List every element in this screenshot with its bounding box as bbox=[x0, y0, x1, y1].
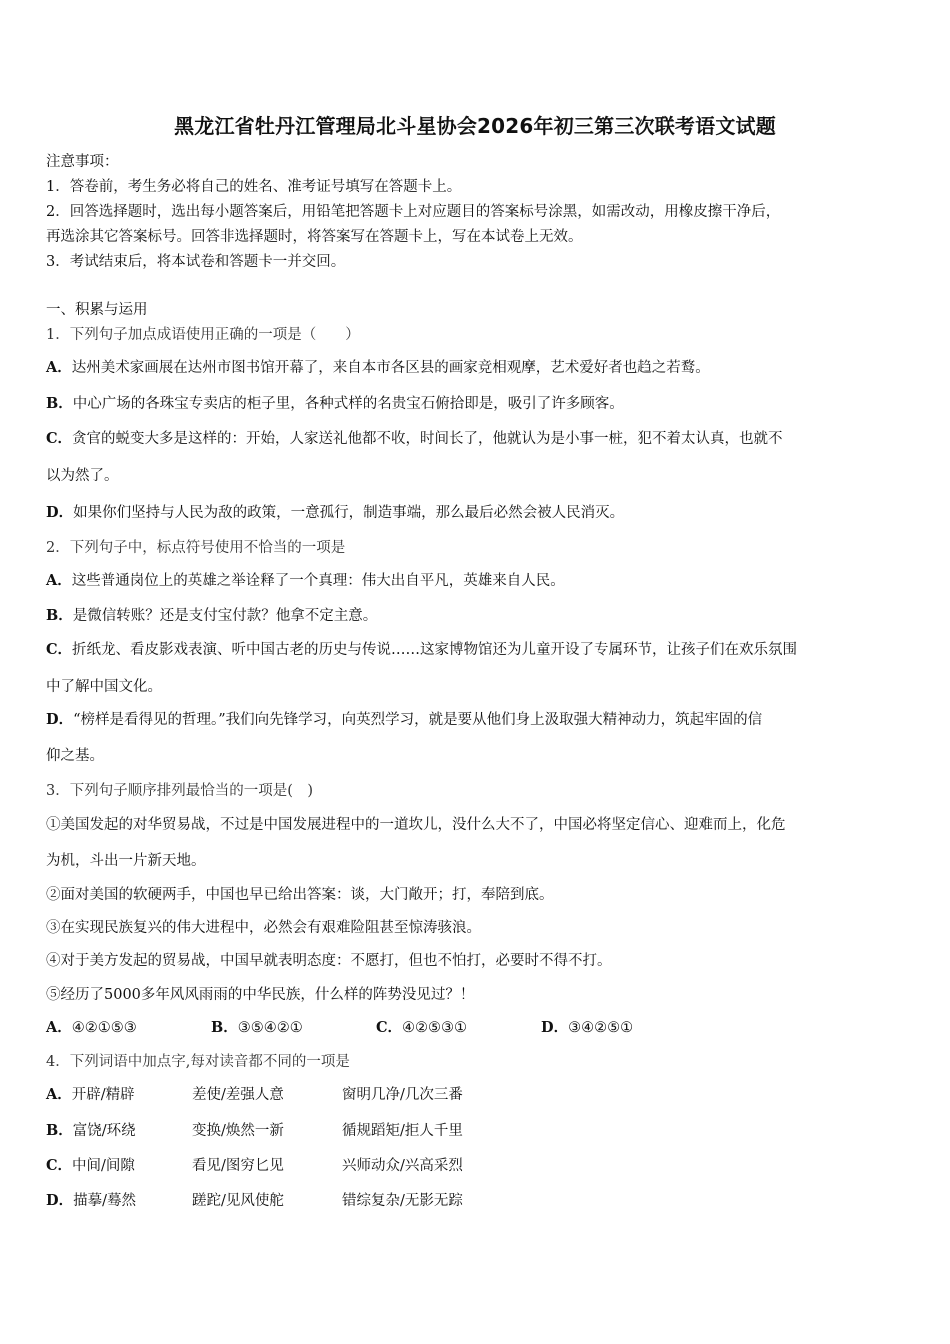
option-label: A． bbox=[46, 359, 72, 376]
option-word: 开辟/精辟 bbox=[71, 1087, 135, 1103]
notice-item: 3．考试结束后，将本试卷和答题卡一并交回。 bbox=[46, 254, 346, 270]
option-label: B． bbox=[46, 395, 73, 412]
option-word: 看见/图穷匕见 bbox=[192, 1158, 284, 1174]
option-text: ④②⑤③① bbox=[402, 1020, 468, 1036]
question-2-option-a bbox=[46, 570, 910, 592]
question-3-options bbox=[46, 1017, 910, 1039]
option-label: A． bbox=[46, 1019, 72, 1036]
option-word: 窗明几净/几次三番 bbox=[342, 1087, 463, 1103]
option-b bbox=[211, 1017, 376, 1039]
option-col-1 bbox=[46, 1120, 192, 1142]
question-3-sentence-1: ①美国发起的对华贸易战，不过是中国发展进程中的一道坎儿，没什么大不了，中国必将坚定信心、迎难而上，化危 bbox=[46, 817, 786, 833]
question-2-option-c bbox=[46, 639, 910, 661]
option-col-1 bbox=[46, 1084, 192, 1106]
question-1-option-c-cont: 以为然了。 bbox=[46, 468, 119, 484]
option-word: 描摹/蓦然 bbox=[73, 1193, 136, 1209]
option-word: 循规蹈矩/拒人千里 bbox=[342, 1123, 463, 1139]
option-label: C． bbox=[46, 641, 73, 658]
question-1-option-d bbox=[46, 502, 910, 524]
question-2-option-b bbox=[46, 605, 910, 627]
notice-item: 2．回答选择题时，选出每小题答案后，用铅笔把答题卡上对应题目的答案标号涂黑，如需改动，用橡皮擦干净后， bbox=[46, 204, 781, 220]
question-2-option-d bbox=[46, 709, 910, 731]
question-4-option-b bbox=[46, 1120, 910, 1142]
option-label: D． bbox=[46, 711, 74, 728]
question-4-stem: 4．下列词语中加点字,每对读音都不同的一项是 bbox=[46, 1054, 350, 1070]
question-3-sentence-5: ⑤经历了5000多年风风雨雨的中华民族，什么样的阵势没见过？！ bbox=[46, 987, 475, 1003]
question-4-option-d bbox=[46, 1190, 910, 1212]
option-text: “榜样是看得见的哲理。”我们向先锋学习，向英烈学习，就是要从他们身上汲取强大精神动力，筑起牢固的信 bbox=[73, 712, 763, 728]
option-text: 这些普通岗位上的英雄之举诠释了一个真理：伟大出自平凡，英雄来自人民。 bbox=[71, 573, 565, 589]
option-text: ④②①⑤③ bbox=[71, 1020, 137, 1036]
question-2-option-d-cont: 仰之基。 bbox=[46, 748, 104, 764]
option-label: B． bbox=[46, 607, 73, 624]
option-label: D． bbox=[541, 1019, 569, 1036]
option-text: ③⑤④②① bbox=[237, 1020, 303, 1036]
option-label: A． bbox=[46, 1086, 72, 1103]
notice-heading: 注意事项： bbox=[46, 154, 119, 170]
option-text: 达州美术家画展在达州市图书馆开幕了，来自本市各区县的画家竞相观摩，艺术爱好者也趋之若鹜。 bbox=[71, 360, 710, 376]
question-1-option-a bbox=[46, 357, 910, 379]
option-label: C． bbox=[46, 430, 73, 447]
option-text: 折纸龙、看皮影戏表演、听中国古老的历史与传说……这家博物馆还为儿童开设了专属环节，让孩子们在欢乐氛围 bbox=[72, 642, 798, 658]
option-text: 如果你们坚持与人民为敌的政策，一意孤行，制造事端，那么最后必然会被人民消灭。 bbox=[73, 505, 625, 521]
notice-item: 再选涂其它答案标号。回答非选择题时，将答案写在答题卡上，写在本试卷上无效。 bbox=[46, 229, 583, 245]
option-label: D． bbox=[46, 504, 74, 521]
question-4-option-c bbox=[46, 1155, 910, 1177]
section-heading: 一、积累与运用 bbox=[46, 302, 148, 318]
option-word: 差使/差强人意 bbox=[192, 1087, 284, 1103]
option-label: B． bbox=[211, 1019, 238, 1036]
question-3-stem: 3．下列句子顺序排列最恰当的一项是( ) bbox=[46, 783, 314, 799]
question-3-sentence-2: ②面对美国的软硬两手，中国也早已给出答案：谈，大门敞开；打，奉陪到底。 bbox=[46, 887, 554, 903]
option-col-1 bbox=[46, 1155, 192, 1177]
option-text: 贪官的蜕变大多是这样的：开始，人家送礼他都不收，时间长了，他就认为是小事一桩，犯不着太认真，也就不 bbox=[72, 431, 783, 447]
option-label: C． bbox=[46, 1157, 73, 1174]
option-word: 变换/焕然一新 bbox=[192, 1123, 284, 1139]
option-word: 中间/间隙 bbox=[72, 1158, 135, 1174]
question-2-stem: 2．下列句子中，标点符号使用不恰当的一项是 bbox=[46, 540, 346, 556]
question-1-option-c bbox=[46, 428, 910, 450]
question-3-sentence-4: ④对于美方发起的贸易战，中国早就表明态度：不愿打，但也不怕打，必要时不得不打。 bbox=[46, 953, 612, 969]
notice-item: 1．答卷前，考生务必将自己的姓名、准考证号填写在答题卡上。 bbox=[46, 179, 462, 195]
option-word: 错综复杂/无影无踪 bbox=[342, 1193, 463, 1209]
option-word: 蹉跎/见风使舵 bbox=[192, 1193, 284, 1209]
option-c bbox=[376, 1017, 541, 1039]
question-4-option-a bbox=[46, 1084, 910, 1106]
option-a bbox=[46, 1017, 211, 1039]
option-word: 兴师动众/兴高采烈 bbox=[342, 1158, 463, 1174]
question-3-sentence-1-cont: 为机，斗出一片新天地。 bbox=[46, 853, 206, 869]
option-col-1 bbox=[46, 1190, 192, 1212]
option-d bbox=[541, 1017, 706, 1039]
option-label: D． bbox=[46, 1192, 74, 1209]
option-text: 是微信转账？还是支付宝付款？他拿不定主意。 bbox=[72, 608, 378, 624]
option-word: 富饶/环绕 bbox=[72, 1123, 136, 1139]
question-2-option-c-cont: 中了解中国文化。 bbox=[46, 679, 162, 695]
option-text: ③④②⑤① bbox=[568, 1020, 634, 1036]
exam-title: 黑龙江省牡丹江管理局北斗星协会2026年初三第三次联考语文试题 bbox=[174, 114, 776, 138]
question-3-sentence-3: ③在实现民族复兴的伟大进程中，必然会有艰难险阻甚至惊涛骇浪。 bbox=[46, 920, 481, 936]
question-1-stem: 1．下列句子加点成语使用正确的一项是（ ） bbox=[46, 327, 360, 343]
question-1-option-b bbox=[46, 393, 910, 415]
option-text: 中心广场的各珠宝专卖店的柜子里，各种式样的名贵宝石俯拾即是，吸引了许多顾客。 bbox=[72, 396, 624, 412]
option-label: A． bbox=[46, 572, 72, 589]
option-label: C． bbox=[376, 1019, 403, 1036]
option-label: B． bbox=[46, 1122, 73, 1139]
